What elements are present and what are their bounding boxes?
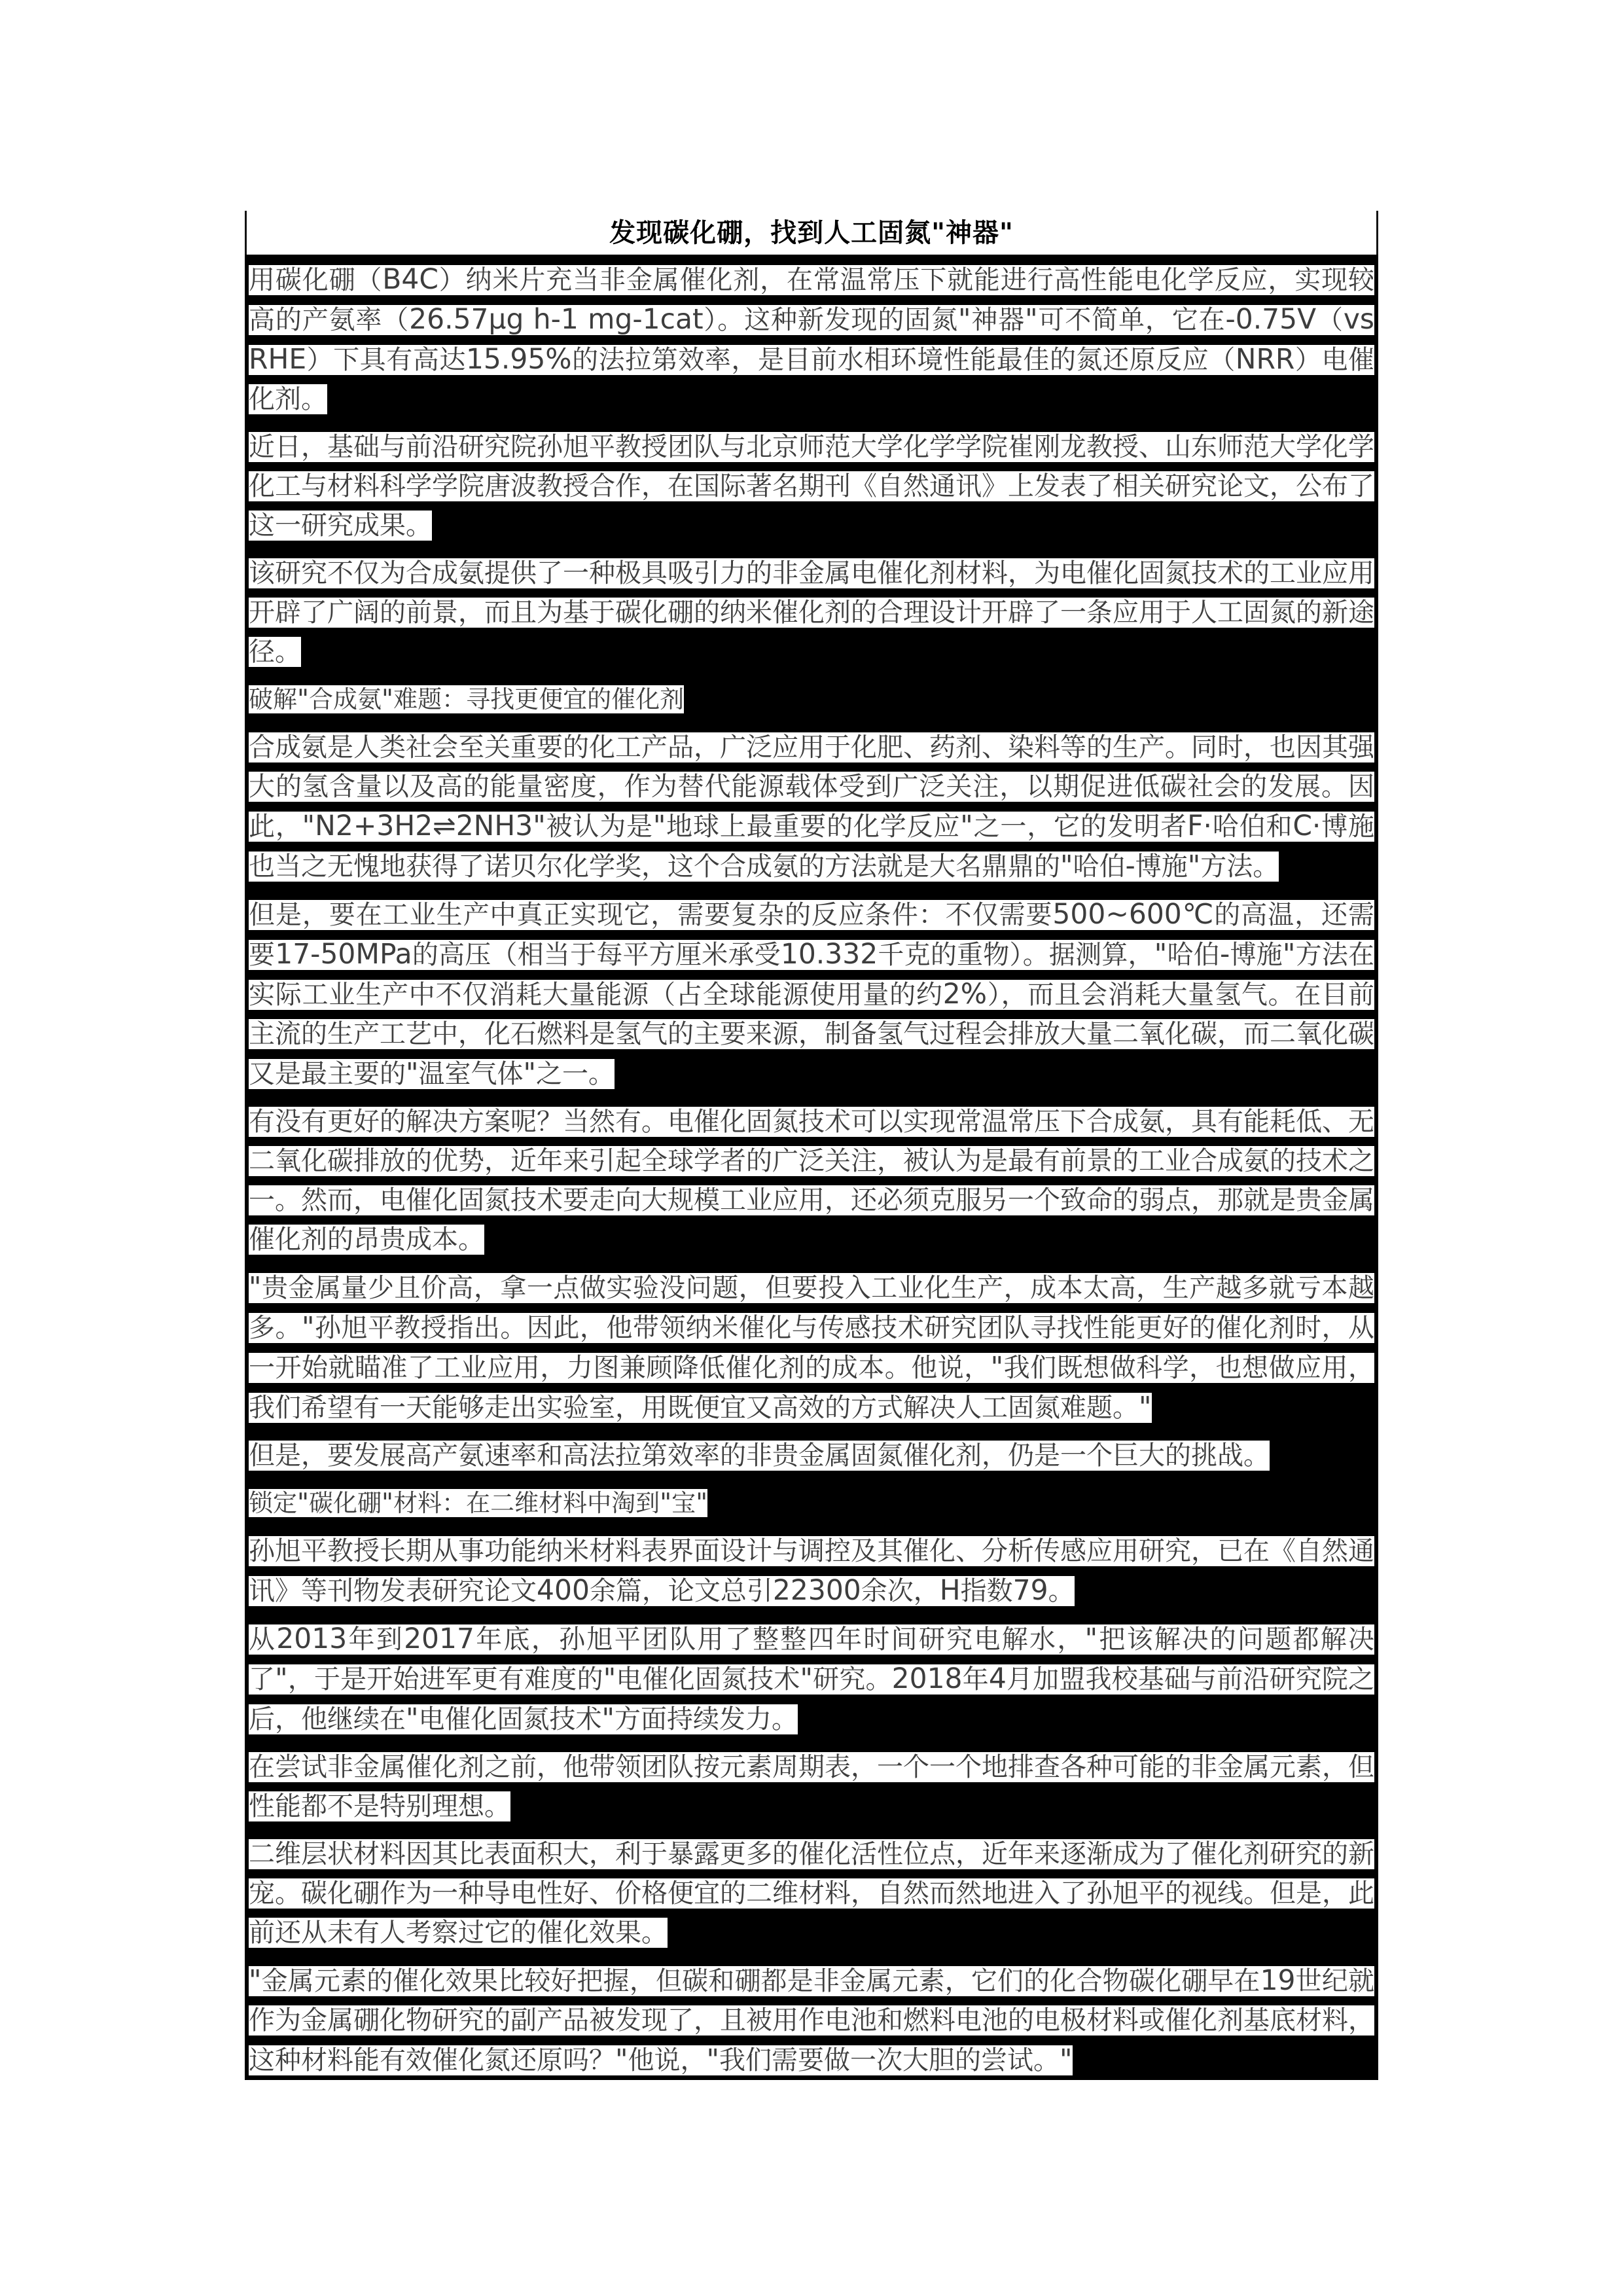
latin-run: "	[297, 1488, 310, 1518]
latin-run: 2017	[404, 1623, 474, 1655]
latin-run: "	[382, 1488, 394, 1518]
latin-run: "	[1187, 850, 1201, 882]
latin-run: 2013	[276, 1623, 348, 1655]
paragraph	[249, 1268, 1374, 1427]
latin-run: "	[523, 1057, 536, 1089]
highlighted-text: 在尝试非金属催化剂之前，他带领团队按元素周期表，一个一个地排查各种可能的非金属元素，但性能都不是特别理想。	[249, 1752, 1374, 1821]
latin-run: B4C	[382, 263, 438, 295]
section-heading	[249, 1484, 1374, 1523]
latin-run: -	[1219, 938, 1230, 970]
latin-run: 17-50MPa	[275, 938, 412, 970]
paragraph	[249, 1748, 1374, 1826]
latin-run: 10.332	[780, 938, 878, 970]
latin-run: 22300	[772, 1574, 861, 1606]
latin-run: "	[990, 1351, 1004, 1383]
latin-run: 15.95%	[465, 343, 572, 375]
highlighted-text: 孙旭平教授长期从事功能纳米材料表界面设计与调控及其催化、分析传感应用研究，已在《自然通讯》等刊物发表研究论文400余篇，论文总引22300余次，H指数79。	[249, 1536, 1374, 1606]
paragraph	[249, 1102, 1374, 1259]
highlighted-text: 用碳化硼（B4C）纳米片充当非金属催化剂，在常温常压下就能进行高性能电化学反应，实现较高的产氨率（26.57μg h-1 mg-1cat）。这种新发现的固氮"神器"可不简单，它在-0.75V（vs RHE）下具有高达15.95%的法拉第效率，是目前水相环境性能最佳的氮还原反应（NRR）电催化剂。	[249, 263, 1375, 414]
title-block	[245, 211, 1378, 255]
highlighted-text: "金属元素的催化效果比较好把握，但碳和硼都是非金属元素，它们的化合物碳化硼早在19世纪就作为金属硼化物研究的副产品被发现了，且被用作电池和燃料电池的电极材料或催化剂基底材料，这种材料能有效催化氮还原吗？"他说，"我们需要做一次大胆的尝试。"	[249, 1964, 1374, 2075]
latin-run: NRR	[1235, 343, 1295, 375]
latin-run: "	[382, 685, 394, 714]
latin-run: "	[603, 1662, 616, 1695]
latin-run: 2%	[942, 978, 988, 1010]
latin-run: 4	[988, 1662, 1007, 1695]
latin-run: "	[1025, 303, 1038, 335]
paragraph	[249, 1961, 1374, 2080]
latin-run: "	[706, 2043, 719, 2075]
latin-run: "	[249, 1964, 262, 1996]
latin-run: "	[297, 685, 310, 714]
highlighted-text: 有没有更好的解决方案呢？当然有。电催化固氮技术可以实现常温常压下合成氨，具有能耗低、无二氧化碳排放的优势，近年来引起全球学者的广泛关注，被认为是最有前景的工业合成氨的技术之一。然而，电催化固氮技术要走向大规模工业应用，还必须克服另一个致命的弱点，那就是贵金属催化剂的昂贵成本。	[249, 1107, 1374, 1255]
paragraph	[249, 1835, 1374, 1952]
latin-run: "	[275, 1662, 288, 1695]
latin-run: "	[1154, 938, 1168, 970]
latin-run: 19	[1260, 1964, 1296, 1996]
latin-run: 400	[537, 1574, 590, 1606]
highlighted-text: 该研究不仅为合成氨提供了一种极具吸引力的非金属电催化剂材料，为电催化固氮技术的工业应用开辟了广阔的前景，而且为基于碳化硼的纳米催化剂的合理设计开辟了一条应用于人工固氮的新途径。	[249, 558, 1374, 667]
highlighted-text: 锁定"碳化硼"材料：在二维材料中淘到"宝"	[249, 1488, 708, 1518]
paragraph	[249, 554, 1374, 672]
latin-run: "	[1084, 1623, 1098, 1655]
paragraph	[249, 1619, 1374, 1739]
highlighted-text: 合成氨是人类社会至关重要的化工产品，广泛应用于化肥、药剂、染料等的生产。同时，也因其强大的氢含量以及高的能量密度，作为替代能源载体受到广泛关注，以期促进低碳社会的发展。因此，"N2+3H2⇌2NH3"被认为是"地球上最重要的化学反应"之一，它的发明者F·哈伯和C·博施也当之无愧地获得了诺贝尔化学奖，这个合成氨的方法就是大名鼎鼎的"哈伯-博施"方法。	[249, 732, 1375, 882]
latin-run: "	[615, 2043, 628, 2075]
latin-run: F·	[1187, 810, 1213, 842]
latin-run: 500~600℃	[1052, 898, 1215, 930]
latin-run: "	[1139, 1391, 1152, 1423]
paragraph	[249, 1532, 1374, 1611]
highlighted-text: 但是，要在工业生产中真正实现它，需要复杂的反应条件：不仅需要500~600℃的高温，还需要17-50MPa的高压（相当于每平方厘米承受10.332千克的重物）。据测算，"哈伯-博施"方法在实际工业生产中不仅消耗大量能源（占全球能源使用量的约2%），而且会消耗大量氢气。在目前主流的生产工艺中，化石燃料是氢气的主要来源，制备氢气过程会排放大量二氧化碳，而二氧化碳又是最主要的"温室气体"之一。	[249, 898, 1375, 1089]
latin-run: "	[301, 1311, 315, 1343]
latin-run: 2018	[891, 1662, 963, 1695]
section-heading	[249, 680, 1374, 719]
latin-run: "	[800, 1662, 813, 1695]
highlighted-text: "贵金属量少且价高，拿一点做实验没问题，但要投入工业化生产，成本太高，生产越多就亏本越多。"孙旭平教授指出。因此，他带领纳米催化与传感技术研究团队寻找性能更好的催化剂时，从一开始就瞄准了工业应用，力图兼顾降低催化剂的成本。他说，"我们既想做科学，也想做应用，我们希望有一天能够走出实验室，用既便宜又高效的方式解决人工固氮难题。"	[249, 1271, 1375, 1423]
latin-run: C·	[1293, 810, 1321, 842]
paragraph	[249, 895, 1374, 1094]
highlighted-text: 但是，要发展高产氨速率和高法拉第效率的非贵金属固氮催化剂，仍是一个巨大的挑战。	[249, 1441, 1270, 1471]
paragraph	[249, 1436, 1374, 1475]
article-body	[245, 255, 1378, 2080]
latin-run: vs RHE	[249, 303, 1375, 375]
latin-run: "	[249, 1271, 262, 1303]
paragraph	[249, 260, 1374, 419]
latin-run: "	[660, 1488, 672, 1518]
latin-run: "	[652, 810, 666, 842]
latin-run: -	[1125, 850, 1135, 882]
latin-run: "	[1060, 2043, 1073, 2075]
highlighted-text: 二维层状材料因其比表面积大，利于暴露更多的催化活性位点，近年来逐渐成为了催化剂研究的新宠。碳化硼作为一种导电性好、价格便宜的二维材料，自然而然地进入了孙旭平的视线。但是，此前还从未有人考察过它的催化效果。	[249, 1839, 1374, 1948]
highlighted-text: 从2013年到2017年底，孙旭平团队用了整整四年时间研究电解水，"把该解决的问题都解决了"，于是开始进军更有难度的"电催化固氮技术"研究。2018年4月加盟我校基础与前沿研究院之后，他继续在"电催化固氮技术"方面持续发力。	[249, 1623, 1375, 1734]
paragraph	[249, 728, 1374, 886]
latin-run: "	[1282, 938, 1296, 970]
page-title: 发现碳化硼，找到人工固氮"神器"	[609, 217, 1014, 248]
latin-run: "	[958, 303, 971, 335]
latin-run: "	[960, 810, 973, 842]
latin-run: -0.75V	[1225, 303, 1317, 335]
latin-run: "	[601, 1702, 615, 1734]
latin-run: "	[406, 1702, 419, 1734]
latin-run: H	[939, 1574, 961, 1606]
highlighted-text: 破解"合成氨"难题：寻找更便宜的催化剂	[249, 685, 685, 714]
article-container	[245, 211, 1378, 2080]
latin-run: "	[696, 1488, 708, 1518]
latin-run: "	[406, 1057, 419, 1089]
latin-run: 79	[1012, 1574, 1048, 1606]
paragraph	[249, 427, 1374, 545]
latin-run: 26.57μg h-1 mg-1cat	[409, 303, 704, 335]
latin-run: "	[1060, 850, 1073, 882]
highlighted-text: 近日，基础与前沿研究院孙旭平教授团队与北京师范大学化学学院崔刚龙教授、山东师范大学化学化工与材料科学学院唐波教授合作，在国际著名期刊《自然通讯》上发表了相关研究论文，公布了这一研究成果。	[249, 432, 1374, 541]
latin-run: "N2+3H2⇌2NH3"	[302, 810, 546, 842]
